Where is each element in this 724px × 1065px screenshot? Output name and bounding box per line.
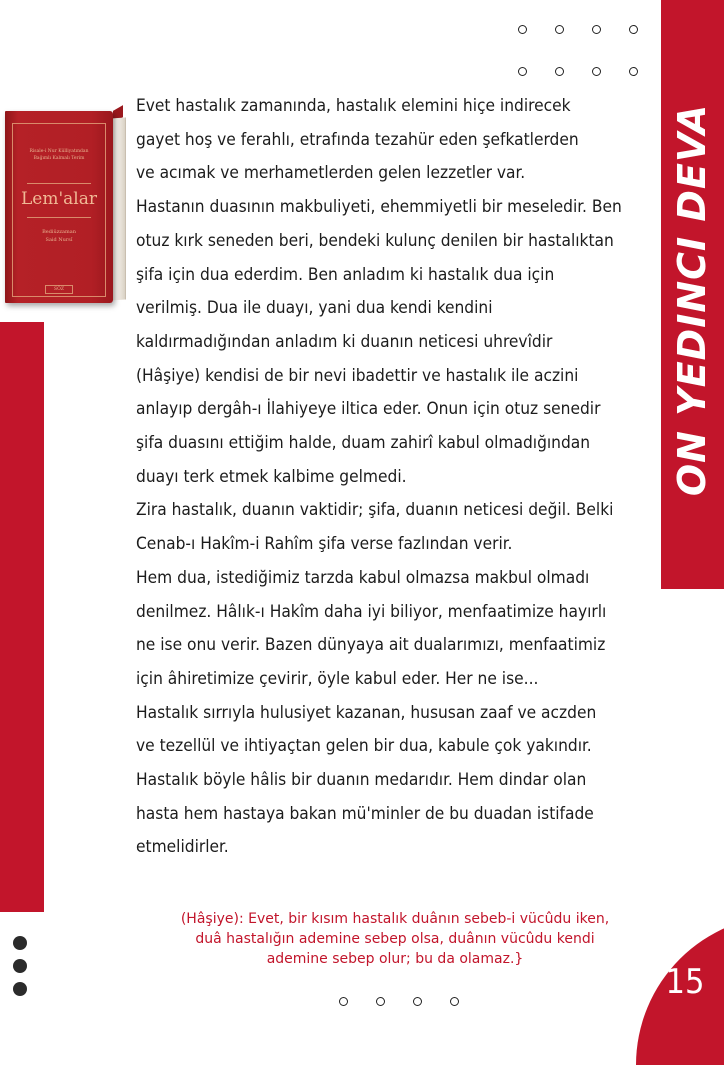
circle-icon — [629, 67, 638, 76]
left-accent-strip — [0, 322, 44, 912]
book-cover-image — [5, 108, 127, 308]
circle-icon — [555, 67, 564, 76]
text-line: otuz kırk seneden beri, bendeki kulunç denilen bir hastalıktan — [136, 230, 614, 251]
book-title: Lem'alar — [21, 189, 97, 209]
page-number: 15 — [665, 962, 705, 1002]
circle-icon — [518, 67, 527, 76]
text-line: denilmez. Hâlık-ı Hakîm daha iyi biliyor, menfaatimize hayırlı — [136, 601, 607, 622]
footnote — [130, 909, 660, 969]
circle-icon — [413, 997, 422, 1006]
circle-icon — [339, 997, 348, 1006]
footnote-line: duâ hastalığın ademine sebep olsa, duânın vücûdu kendi — [195, 931, 595, 947]
book-cover — [5, 111, 113, 303]
text-line: gayet hoş ve ferahlı, etrafında tezahür eden şefkatlerden — [136, 129, 579, 150]
text-line: duayı terk etmek kalbime gelmedi. — [136, 466, 407, 487]
book-author-name: Said Nursî — [45, 237, 73, 243]
text-line: etmelidirler. — [136, 837, 229, 858]
dot-icon — [13, 936, 27, 950]
text-line: kaldırmadığından anladım ki duanın neticesi uhrevîdir — [136, 331, 553, 352]
text-line: Hastalık böyle hâlis bir duanın medarıdır. Hem dindar olan — [136, 770, 587, 791]
text-line: ne ise onu verir. Bazen dünyaya ait dualarımızı, menfaatimiz — [136, 635, 606, 656]
dot-icon — [13, 982, 27, 996]
book-top-text-1: Risale-i Nur Külliyatından — [29, 149, 89, 154]
book-author-label: Bediüzzaman — [42, 229, 76, 235]
decorative-circles-top-2 — [518, 67, 638, 76]
text-line: şifa için dua ederdim. Ben anladım ki hastalık dua için — [136, 264, 555, 285]
text-line: Hastanın duasının makbuliyeti, ehemmiyetli bir meseledir. Ben — [136, 197, 622, 218]
text-line: verilmiş. Dua ile duayı, yani dua kendi kendini — [136, 298, 493, 319]
text-line: Cenab-ı Hakîm-i Rahîm şifa verse fazlından verir. — [136, 534, 513, 555]
footnote-line: ademine sebep olur; bu da olamaz.} — [266, 951, 524, 967]
book-pages — [111, 117, 126, 300]
dot-icon — [13, 959, 27, 973]
text-line: ve acımak ve merhametlerden gelen lezzetler var. — [136, 163, 526, 184]
text-line: hasta hem hastaya bakan mü'minler de bu duadan istifade — [136, 803, 594, 824]
text-line: anlayıp dergâh-ı İlahiyeye iltica eder. Onun için otuz senedir — [136, 399, 601, 420]
text-line: Hastalık sırrıyla hulusiyet kazanan, hususan zaaf ve aczden — [136, 702, 597, 723]
decorative-circles-bottom — [339, 997, 459, 1006]
circle-icon — [592, 67, 601, 76]
decorative-dots — [13, 936, 27, 996]
main-text — [136, 90, 656, 865]
book-top-text-2: Bağımlı Kalmalı Terim — [33, 156, 85, 161]
circle-icon — [450, 997, 459, 1006]
circle-icon — [629, 25, 638, 34]
text-line: şifa duasını ettiğim halde, duam zahirî kabul olmadığından — [136, 433, 591, 454]
text-line: ve tezellül ve ihtiyaçtan gelen bir dua, kabule çok yakındır. — [136, 736, 592, 757]
circle-icon — [555, 25, 564, 34]
circle-icon — [518, 25, 527, 34]
text-line: (Hâşiye) kendisi de bir nevi ibadettir ve hastalık ile aczini — [136, 365, 579, 386]
circle-icon — [376, 997, 385, 1006]
text-line: Zira hastalık, duanın vaktidir; şifa, duanın neticesi değil. Belki — [136, 500, 614, 521]
circle-icon — [592, 25, 601, 34]
text-line: için âhiretimize çevirir, öyle kabul eder. Her ne ise... — [136, 668, 539, 689]
text-line: Hem dua, istediğimiz tarzda kabul olmazsa makbul olmadı — [136, 567, 590, 588]
book-publisher: SÖZ — [45, 285, 73, 294]
text-line: Evet hastalık zamanında, hastalık elemini hiçe indirecek — [136, 96, 571, 116]
footnote-line: (Hâşiye): Evet, bir kısım hastalık duânın sebeb-i vücûdu iken, — [180, 911, 610, 927]
chapter-title: ON YEDINCI DEVA — [670, 103, 714, 497]
decorative-circles-top-1 — [518, 25, 638, 34]
